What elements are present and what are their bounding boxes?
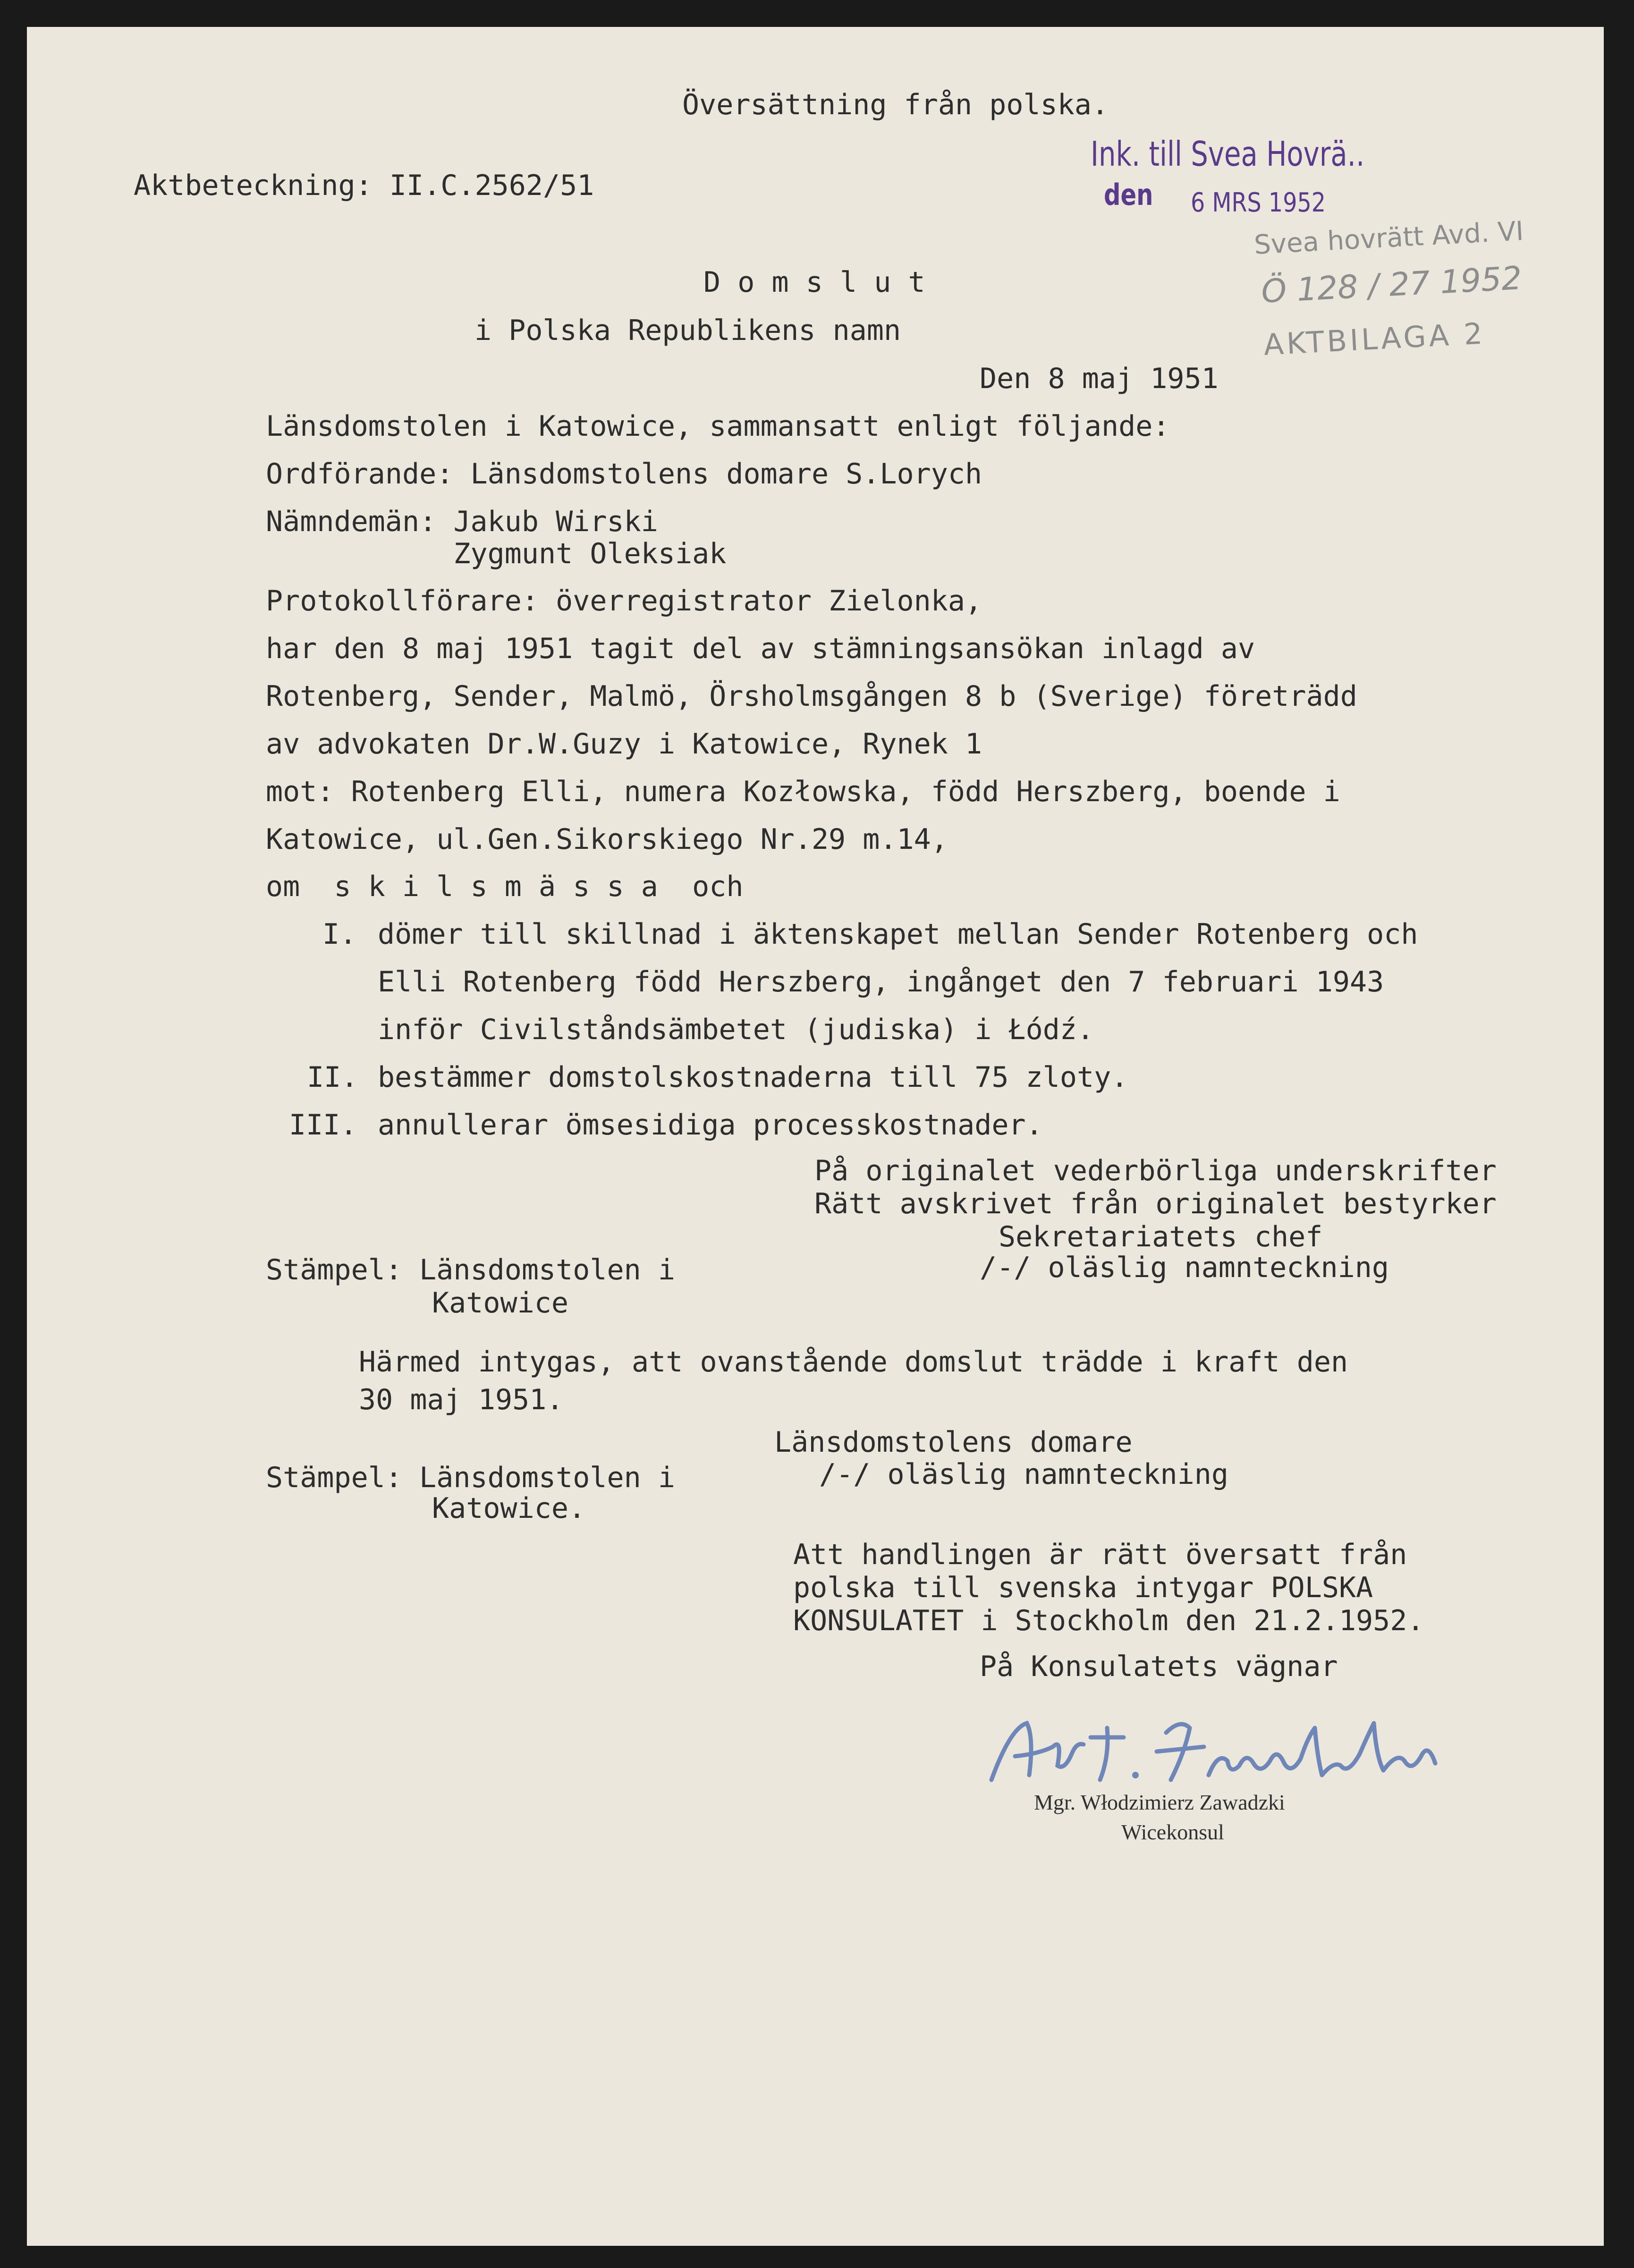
document-title: D o m s l u t <box>703 266 925 299</box>
received-stamp-line1: Ink. till Svea Hovrä.. <box>1091 134 1365 174</box>
body-line: Zygmunt Oleksiak <box>266 537 727 570</box>
stamp-note: Katowice <box>432 1286 568 1320</box>
court-stamp-line1: Svea hovrätt Avd. VI <box>1253 216 1524 261</box>
ruling-number: I. <box>322 918 357 951</box>
translation-note: Översättning från polska. <box>682 88 1109 121</box>
ruling-line: dömer till skillnad i äktenskapet mellan Sender Rotenberg och <box>378 918 1418 951</box>
ruling-line: bestämmer domstolskostnaderna till 75 zloty. <box>378 1061 1128 1094</box>
certification-line: Rätt avskrivet från originalet bestyrker <box>814 1187 1497 1220</box>
body-line: om s k i l s m ä s s a och <box>266 870 744 903</box>
signatory-name: Mgr. Włodzimierz Zawadzki <box>1034 1790 1285 1814</box>
body-line: Katowice, ul.Gen.Sikorskiego Nr.29 m.14, <box>266 823 948 856</box>
translation-cert-line: polska till svenska intygar POLSKA <box>793 1571 1373 1604</box>
body-line: Protokollförare: överregistrator Zielonka, <box>266 584 982 618</box>
ruling-number: II. <box>307 1061 358 1094</box>
certification-line: På originalet vederbörliga underskrifter <box>814 1154 1497 1187</box>
stamp-note: Stämpel: Länsdomstolen i <box>266 1461 675 1494</box>
handwritten-signature <box>982 1709 1445 1794</box>
ruling-line: annullerar ömsesidiga processkostnader. <box>378 1109 1043 1142</box>
body-line: Länsdomstolen i Katowice, sammansatt enligt följande: <box>266 410 1170 443</box>
signatory-title: Wicekonsul <box>1121 1820 1224 1844</box>
translation-cert-line: KONSULATET i Stockholm den 21.2.1952. <box>793 1604 1424 1637</box>
document-subtitle: i Polska Republikens namn <box>474 314 901 347</box>
stamp-note: Stämpel: Länsdomstolen i <box>266 1253 675 1286</box>
body-line: Rotenberg, Sender, Malmö, Örsholmsgången 8 b (Sverige) företrädd <box>266 680 1357 713</box>
certification-line: /-/ oläslig namnteckning <box>980 1251 1389 1284</box>
body-line: har den 8 maj 1951 tagit del av stämningsansökan inlagd av <box>266 632 1255 665</box>
translation-cert-line: Att handlingen är rätt översatt från <box>793 1538 1407 1571</box>
translation-cert-line: På Konsulatets vägnar <box>980 1650 1338 1683</box>
certification-line: Sekretariatets chef <box>999 1220 1323 1253</box>
body-line: av advokaten Dr.W.Guzy i Katowice, Rynek 1 <box>266 728 982 761</box>
ruling-line: inför Civilståndsämbetet (judiska) i Łódź. <box>378 1013 1094 1046</box>
judge-line: /-/ oläslig namnteckning <box>819 1458 1228 1491</box>
enforcement-line: 30 maj 1951. <box>359 1383 564 1416</box>
received-stamp-date: 6 MRS 1952 <box>1191 187 1326 218</box>
stamp-note: Katowice. <box>432 1492 586 1525</box>
ruling-number: III. <box>289 1109 357 1142</box>
body-line: mot: Rotenberg Elli, numera Kozłowska, född Herszberg, boende i <box>266 775 1340 808</box>
court-stamp-line3: AKTBILAGA 2 <box>1262 316 1486 362</box>
received-stamp-den: den <box>1104 178 1153 212</box>
body-line: Ordförande: Länsdomstolens domare S.Lorych <box>266 457 982 491</box>
judge-line: Länsdomstolens domare <box>774 1426 1133 1459</box>
ruling-line: Elli Rotenberg född Herszberg, ingånget den 7 februari 1943 <box>378 965 1384 999</box>
court-stamp-line2: Ö 128 / 27 1952 <box>1260 260 1523 311</box>
enforcement-line: Härmed intygas, att ovanstående domslut trädde i kraft den <box>359 1346 1348 1379</box>
judgment-date: Den 8 maj 1951 <box>980 362 1219 395</box>
body-line: Nämndemän: Jakub Wirski <box>266 505 658 538</box>
case-number: Aktbeteckning: II.C.2562/51 <box>134 169 594 202</box>
